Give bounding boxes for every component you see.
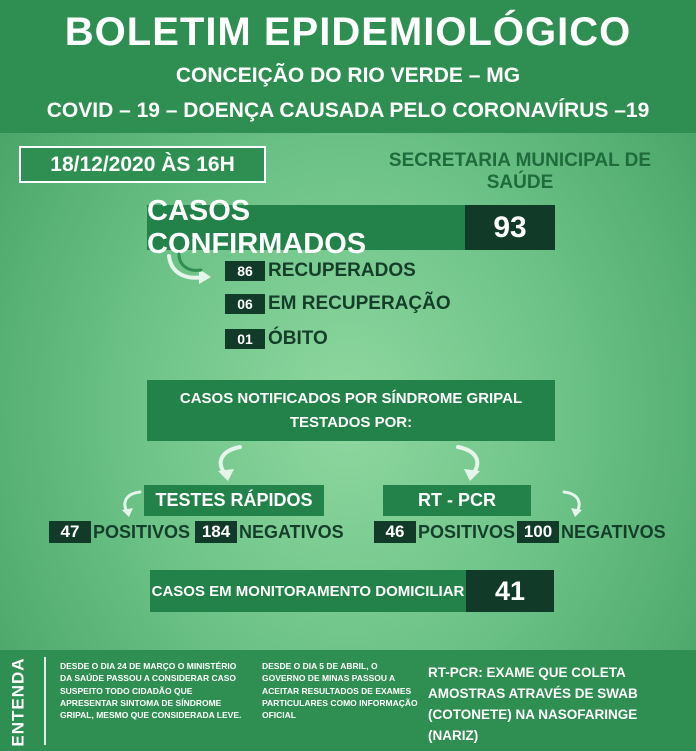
- curved-arrow-icon: [165, 250, 217, 290]
- result-label: NEGATIVOS: [239, 521, 344, 542]
- confirmed-cases-label: CASOS CONFIRMADOS: [147, 205, 465, 250]
- entenda-label: [4, 657, 34, 747]
- result-label: POSITIVOS: [93, 521, 191, 542]
- right-curl-arrow-icon: [560, 488, 588, 518]
- stat-label: ÓBITO: [268, 328, 328, 349]
- rt-pcr-label: RT - PCR: [383, 485, 531, 516]
- result-value: 47: [49, 521, 91, 543]
- bulletin-title: BOLETIM EPIDEMIOLÓGICO: [64, 10, 632, 54]
- notified-line-2: TESTADOS POR:: [289, 413, 413, 431]
- confirmed-cases-value: 93: [465, 205, 555, 250]
- down-arrow-icon: [448, 443, 488, 483]
- result-value: 100: [517, 521, 559, 543]
- left-curl-arrow-icon: [116, 488, 144, 518]
- result-value: 184: [195, 521, 237, 543]
- result-value: 46: [374, 521, 416, 543]
- stat-recovered: [225, 260, 416, 282]
- disease-subtitle: COVID – 19 – DOENÇA CAUSADA PELO CORONAVÍRUS –19: [46, 99, 650, 122]
- stat-deaths: [225, 328, 328, 350]
- result-label: NEGATIVOS: [561, 521, 666, 542]
- footer-divider: [44, 657, 46, 745]
- rapid-positive: [49, 521, 190, 543]
- footer-note-2: DESDE O DIA 5 DE ABRIL, O GOVERNO DE MINAS PASSOU A ACEITAR RESULTADOS DE EXAMES PARTICULARES COMO INFORMAÇÃO OFICIAL: [262, 661, 418, 721]
- footer-note-3: RT-PCR: EXAME QUE COLETA AMOSTRAS ATRAVÉS DE SWAB (COTONETE) NA NASOFARINGE (NARIZ): [428, 665, 638, 743]
- home-monitoring-label: CASOS EM MONITORAMENTO DOMICILIAR: [150, 570, 466, 612]
- stat-recovering: [225, 293, 451, 315]
- report-date: 18/12/2020 ÀS 16H: [19, 146, 266, 183]
- pcr-negative: [517, 521, 666, 543]
- rapid-tests-label: TESTES RÁPIDOS: [144, 485, 324, 516]
- notified-line-1: CASOS NOTIFICADOS POR SÍNDROME GRIPAL: [179, 389, 523, 407]
- secretaria-label: SECRETARIA MUNICIPAL DE SAÚDE: [388, 150, 652, 193]
- stat-label: RECUPERADOS: [268, 260, 416, 281]
- stat-value: 86: [225, 261, 265, 281]
- header-banner: [0, 0, 696, 133]
- home-monitoring-value: 41: [466, 570, 554, 612]
- stat-label: EM RECUPERAÇÃO: [268, 293, 451, 314]
- footer-note-1: DESDE O DIA 24 DE MARÇO O MINISTÉRIO DA SAÚDE PASSOU A CONSIDERAR CASO SUSPEITO TODO CIDADÃO QUE APRESENTAR SINTOMA DE SÍNDROME GRIPAL, MESMO QUE CONSIDERADA LEVE.: [60, 661, 242, 721]
- entenda-text: ENTENDA: [9, 657, 29, 747]
- notified-cases-box: [147, 380, 555, 441]
- city-subtitle: CONCEIÇÃO DO RIO VERDE – MG: [175, 64, 521, 87]
- pcr-positive: [374, 521, 515, 543]
- stat-value: 01: [225, 329, 265, 349]
- rapid-negative: [195, 521, 344, 543]
- stat-value: 06: [225, 294, 265, 314]
- result-label: POSITIVOS: [418, 521, 516, 542]
- down-arrow-icon: [210, 443, 250, 483]
